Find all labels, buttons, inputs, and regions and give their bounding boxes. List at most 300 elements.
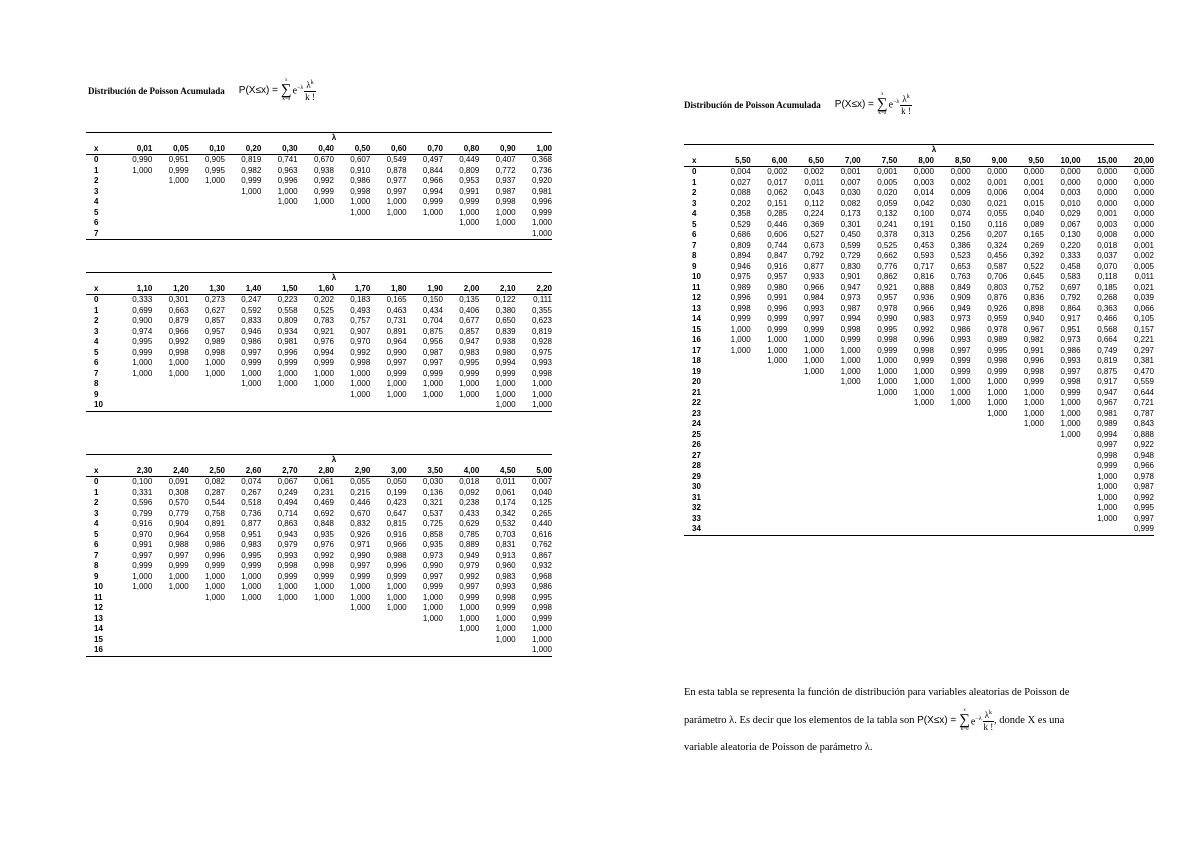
probability-cell: 1,000 xyxy=(459,624,480,633)
probability-cell: 0,992 xyxy=(313,550,334,560)
probability-cell: 1,000 xyxy=(913,398,934,407)
x-column-header: x xyxy=(684,156,714,167)
x-value: 7 xyxy=(94,550,99,560)
probability-cell: 0,997 xyxy=(350,561,371,570)
probability-cell xyxy=(787,461,824,472)
probability-cell: 0,001 xyxy=(1133,240,1154,250)
probability-cell: 0,983 xyxy=(913,314,934,323)
probability-cell: 1,000 xyxy=(1097,513,1118,523)
probability-cell: 0,997 xyxy=(1097,440,1118,449)
probability-cell: 0,998 xyxy=(204,347,225,357)
x-value: 0 xyxy=(94,477,99,486)
probability-cell: 0,998 xyxy=(277,561,298,570)
probability-cell xyxy=(152,379,188,390)
probability-cell: 0,287 xyxy=(204,487,225,497)
probability-cell: 0,011 xyxy=(1134,272,1154,281)
probability-cell xyxy=(370,400,406,411)
probability-cell: 0,331 xyxy=(132,487,153,497)
table-row xyxy=(684,482,1154,493)
probability-cell: 0,966 xyxy=(1133,461,1154,470)
probability-cell: 0,407 xyxy=(495,155,516,164)
probability-cell: 0,453 xyxy=(913,240,934,250)
probability-cell xyxy=(225,390,261,401)
probability-cell: 0,891 xyxy=(204,519,225,528)
probability-cell: 0,967 xyxy=(1023,324,1044,334)
probability-cell: 0,992 xyxy=(350,347,371,357)
probability-cell: 0,973 xyxy=(840,293,861,302)
probability-cell xyxy=(751,493,788,504)
table-row xyxy=(86,614,552,625)
probability-cell xyxy=(751,503,788,514)
lambda-symbol: λ xyxy=(714,145,1154,156)
probability-cell xyxy=(225,624,261,635)
probability-cell: 0,910 xyxy=(350,165,371,175)
probability-cell: 0,593 xyxy=(913,251,934,260)
probability-cell xyxy=(714,514,751,525)
probability-cell: 0,423 xyxy=(386,498,407,507)
probability-cell xyxy=(370,614,406,625)
probability-cell xyxy=(824,524,861,535)
probability-cell: 0,070 xyxy=(1097,261,1118,271)
lambda-column-header: 2,30 xyxy=(116,466,152,477)
probability-cell: 0,993 xyxy=(1060,356,1081,365)
probability-cell xyxy=(897,514,934,525)
probability-cell: 0,055 xyxy=(987,209,1008,218)
probability-cell xyxy=(116,635,152,646)
probability-cell: 1,000 xyxy=(987,387,1008,397)
probability-cell: 1,000 xyxy=(803,356,824,365)
probability-cell: 0,951 xyxy=(168,155,189,164)
column-header-row xyxy=(86,144,552,155)
probability-cell: 0,202 xyxy=(313,295,334,304)
probability-cell: 0,946 xyxy=(730,261,751,271)
probability-cell: 1,000 xyxy=(241,186,262,196)
x-value: 20 xyxy=(692,377,701,386)
probability-cell xyxy=(824,388,861,399)
x-value: 16 xyxy=(86,645,116,656)
probability-cell: 0,714 xyxy=(277,508,298,518)
probability-cell: 0,731 xyxy=(386,316,407,325)
probability-cell xyxy=(934,503,971,514)
probability-cell: 0,971 xyxy=(350,540,371,549)
probability-cell xyxy=(824,472,861,483)
probability-cell xyxy=(751,409,788,420)
probability-cell: 1,000 xyxy=(531,379,552,388)
probability-cell xyxy=(298,614,334,625)
probability-cell: 1,000 xyxy=(241,582,262,591)
probability-cell: 0,074 xyxy=(241,477,262,486)
probability-cell: 1,000 xyxy=(495,624,516,633)
probability-cell: 1,000 xyxy=(422,603,443,612)
probability-cell: 0,956 xyxy=(422,337,443,346)
probability-cell: 0,917 xyxy=(1097,377,1118,386)
probability-cell: 0,999 xyxy=(840,335,861,344)
probability-cell: 0,995 xyxy=(987,345,1008,355)
probability-cell xyxy=(751,514,788,525)
probability-cell: 0,833 xyxy=(241,316,262,325)
probability-cell: 1,000 xyxy=(386,197,407,206)
probability-cell: 0,832 xyxy=(350,519,371,528)
probability-cell xyxy=(1007,472,1044,483)
lambda-header-row xyxy=(86,133,552,144)
probability-cell: 0,997 xyxy=(459,582,480,591)
probability-cell: 0,301 xyxy=(840,219,861,229)
probability-cell: 0,998 xyxy=(495,592,516,602)
probability-cell: 1,000 xyxy=(350,603,371,612)
probability-cell: 1,000 xyxy=(350,582,371,591)
x-value: 6 xyxy=(692,230,697,239)
probability-cell: 1,000 xyxy=(877,387,898,397)
probability-cell: 1,000 xyxy=(313,379,334,388)
probability-cell: 0,991 xyxy=(132,540,153,549)
probability-cell xyxy=(225,208,261,219)
table-row xyxy=(684,335,1154,346)
probability-cell: 0,999 xyxy=(313,571,334,581)
x-value: 22 xyxy=(692,398,701,407)
probability-cell xyxy=(370,229,406,240)
probability-cell xyxy=(189,187,225,198)
probability-cell: 1,000 xyxy=(313,582,334,591)
probability-cell xyxy=(370,645,406,656)
table-row xyxy=(684,388,1154,399)
x-value: 4 xyxy=(692,209,697,218)
probability-cell: 0,456 xyxy=(987,251,1008,260)
x-value: 3 xyxy=(94,186,99,196)
probability-cell: 0,997 xyxy=(950,345,971,355)
table-row xyxy=(86,509,552,520)
probability-cell: 1,000 xyxy=(730,335,751,344)
probability-cell: 1,000 xyxy=(1060,408,1081,418)
lambda-column-header: 0,20 xyxy=(225,144,261,155)
probability-cell: 0,066 xyxy=(1133,303,1154,313)
probability-cell: 0,749 xyxy=(1097,345,1118,355)
probability-cell: 0,670 xyxy=(350,508,371,518)
x-value: 12 xyxy=(692,293,701,302)
probability-cell: 0,725 xyxy=(422,519,443,528)
probability-cell xyxy=(787,451,824,462)
probability-cell: 0,979 xyxy=(459,561,480,570)
x-value: 23 xyxy=(692,408,701,418)
probability-cell xyxy=(1007,493,1044,504)
probability-cell: 0,463 xyxy=(386,305,407,315)
probability-cell: 0,381 xyxy=(1133,356,1154,365)
probability-cell xyxy=(116,379,152,390)
probability-cell xyxy=(971,514,1008,525)
lambda-column-header: 1,00 xyxy=(516,144,552,155)
column-header-row xyxy=(684,156,1154,167)
x-value: 31 xyxy=(692,492,701,502)
x-value: 8 xyxy=(692,251,697,260)
probability-cell xyxy=(897,461,934,472)
probability-cell xyxy=(152,614,188,625)
probability-cell: 0,191 xyxy=(913,219,934,229)
probability-cell xyxy=(897,472,934,483)
probability-cell xyxy=(152,187,188,198)
probability-cell: 0,989 xyxy=(204,337,225,346)
x-value: 2 xyxy=(94,316,99,325)
probability-cell: 0,494 xyxy=(277,498,298,507)
lambda-column-header: 3,00 xyxy=(370,466,406,477)
probability-cell xyxy=(861,419,898,430)
probability-cell: 1,000 xyxy=(767,356,788,365)
probability-cell: 0,999 xyxy=(531,207,552,217)
lambda-column-header: 0,90 xyxy=(479,144,515,155)
table-row xyxy=(684,430,1154,441)
table-row xyxy=(684,230,1154,241)
probability-cell xyxy=(189,218,225,229)
probability-cell xyxy=(787,472,824,483)
probability-cell: 1,000 xyxy=(422,592,443,602)
probability-cell: 0,999 xyxy=(913,356,934,365)
probability-cell: 0,932 xyxy=(531,561,552,570)
x-value: 26 xyxy=(692,440,701,449)
probability-cell xyxy=(861,482,898,493)
probability-cell xyxy=(824,493,861,504)
probability-cell: 0,000 xyxy=(1133,177,1154,187)
probability-cell: 0,848 xyxy=(313,519,334,528)
probability-cell xyxy=(751,398,788,409)
probability-cell: 0,207 xyxy=(987,230,1008,239)
probability-cell: 0,990 xyxy=(132,155,153,164)
probability-cell: 1,000 xyxy=(1023,387,1044,397)
probability-cell: 0,974 xyxy=(132,326,153,336)
x-column-header: x xyxy=(86,144,116,155)
probability-cell: 0,525 xyxy=(877,240,898,250)
probability-cell: 0,898 xyxy=(1023,303,1044,313)
probability-cell xyxy=(751,524,788,535)
probability-cell: 1,000 xyxy=(803,335,824,344)
probability-cell: 0,936 xyxy=(913,293,934,302)
probability-cell: 1,000 xyxy=(987,408,1008,418)
probability-cell xyxy=(370,635,406,646)
probability-cell xyxy=(861,440,898,451)
probability-cell: 0,998 xyxy=(313,561,334,570)
probability-cell: 0,978 xyxy=(877,303,898,313)
lambda-column-header: 2,80 xyxy=(298,466,334,477)
x-value: 0 xyxy=(94,155,99,164)
probability-cell: 0,406 xyxy=(459,305,480,315)
probability-cell: 1,000 xyxy=(1023,419,1044,428)
probability-cell: 0,940 xyxy=(1023,314,1044,323)
probability-cell xyxy=(261,645,297,656)
probability-cell xyxy=(714,367,751,378)
probability-cell: 0,877 xyxy=(803,261,824,271)
probability-cell: 0,967 xyxy=(1097,398,1118,407)
poisson-table-lambda-2-5 xyxy=(86,454,552,657)
probability-cell: 0,997 xyxy=(422,571,443,581)
table-row xyxy=(684,199,1154,210)
probability-cell xyxy=(189,400,225,411)
probability-cell xyxy=(189,197,225,208)
probability-cell: 0,670 xyxy=(313,155,334,164)
probability-cell xyxy=(861,472,898,483)
probability-cell: 0,001 xyxy=(1097,209,1118,218)
table-row xyxy=(86,176,552,187)
probability-cell: 0,864 xyxy=(1060,303,1081,313)
probability-cell: 1,000 xyxy=(277,379,298,388)
probability-cell xyxy=(971,472,1008,483)
probability-cell: 1,000 xyxy=(422,389,443,399)
table-row xyxy=(86,337,552,348)
probability-cell: 0,960 xyxy=(495,561,516,570)
probability-cell: 0,947 xyxy=(840,282,861,292)
probability-cell xyxy=(152,593,188,604)
table-row xyxy=(86,306,552,317)
probability-cell xyxy=(225,218,261,229)
probability-cell xyxy=(189,645,225,656)
table-row xyxy=(86,358,552,369)
lambda-column-header: 7,00 xyxy=(824,156,861,167)
probability-cell: 1,000 xyxy=(495,613,516,623)
x-value: 5 xyxy=(94,347,99,357)
lambda-column-header: 4,00 xyxy=(443,466,479,477)
table-row xyxy=(684,398,1154,409)
probability-cell xyxy=(334,229,370,240)
probability-cell: 0,592 xyxy=(241,305,262,315)
probability-cell xyxy=(407,645,443,656)
probability-cell: 0,957 xyxy=(204,326,225,336)
probability-cell: 0,165 xyxy=(386,295,407,304)
probability-cell: 0,968 xyxy=(531,571,552,581)
probability-cell: 0,999 xyxy=(459,368,480,378)
probability-cell xyxy=(971,493,1008,504)
probability-cell: 0,879 xyxy=(168,316,189,325)
probability-cell: 0,321 xyxy=(422,498,443,507)
probability-cell xyxy=(116,218,152,229)
probability-cell: 0,951 xyxy=(241,529,262,539)
probability-cell xyxy=(225,614,261,625)
probability-cell: 0,998 xyxy=(1060,377,1081,386)
probability-cell xyxy=(934,451,971,462)
probability-cell: 0,997 xyxy=(803,314,824,323)
probability-cell: 0,450 xyxy=(840,230,861,239)
probability-cell xyxy=(261,400,297,411)
probability-cell xyxy=(971,440,1008,451)
probability-cell: 0,363 xyxy=(1097,303,1118,313)
probability-cell: 0,996 xyxy=(277,347,298,357)
probability-cell: 0,449 xyxy=(459,155,480,164)
probability-cell xyxy=(714,398,751,409)
probability-cell: 0,100 xyxy=(132,477,153,486)
probability-cell xyxy=(225,603,261,614)
probability-cell: 0,215 xyxy=(350,487,371,497)
formula-lhs: P(X≤x) = xyxy=(834,99,874,110)
table-row xyxy=(86,593,552,604)
probability-cell xyxy=(298,603,334,614)
poisson-formula xyxy=(917,706,994,735)
probability-cell: 0,018 xyxy=(459,477,480,486)
probability-cell: 0,000 xyxy=(1133,230,1154,239)
probability-cell: 1,000 xyxy=(204,582,225,591)
probability-cell: 0,984 xyxy=(803,293,824,302)
probability-cell: 1,000 xyxy=(204,358,225,367)
table-row xyxy=(86,540,552,551)
probability-cell: 0,996 xyxy=(1023,356,1044,365)
probability-cell: 0,999 xyxy=(168,561,189,570)
probability-cell xyxy=(897,524,934,535)
lambda-column-header: 9,50 xyxy=(1007,156,1044,167)
probability-cell xyxy=(714,451,751,462)
x-value: 28 xyxy=(692,461,701,470)
table-row xyxy=(684,325,1154,336)
probability-cell: 0,067 xyxy=(1060,219,1081,229)
probability-cell xyxy=(787,430,824,441)
probability-cell xyxy=(971,451,1008,462)
probability-cell: 0,559 xyxy=(1133,377,1154,386)
probability-cell xyxy=(225,645,261,656)
probability-cell: 0,921 xyxy=(877,282,898,292)
probability-cell: 0,256 xyxy=(950,230,971,239)
probability-cell xyxy=(934,514,971,525)
probability-cell: 0,999 xyxy=(168,165,189,175)
probability-cell xyxy=(407,229,443,240)
probability-cell: 1,000 xyxy=(516,645,552,656)
probability-cell xyxy=(298,400,334,411)
table-row xyxy=(684,440,1154,451)
probability-cell xyxy=(443,635,479,646)
table-row xyxy=(86,316,552,327)
table-row xyxy=(86,197,552,208)
lambda-column-header: 0,80 xyxy=(443,144,479,155)
lambda-column-header: 1,80 xyxy=(370,284,406,295)
x-value: 5 xyxy=(692,219,697,229)
probability-cell: 0,040 xyxy=(1023,209,1044,218)
probability-cell xyxy=(934,419,971,430)
lambda-column-header: 1,90 xyxy=(407,284,443,295)
probability-cell: 0,999 xyxy=(132,347,153,357)
probability-cell xyxy=(443,400,479,411)
table-row xyxy=(684,367,1154,378)
probability-cell: 0,990 xyxy=(877,314,898,323)
probability-cell: 0,785 xyxy=(459,529,480,539)
probability-cell: 0,568 xyxy=(1097,324,1118,334)
probability-cell xyxy=(261,603,297,614)
probability-cell xyxy=(152,603,188,614)
probability-cell xyxy=(298,635,334,646)
probability-cell: 1,000 xyxy=(204,571,225,581)
probability-cell: 0,815 xyxy=(386,519,407,528)
probability-cell xyxy=(152,229,188,240)
probability-cell xyxy=(897,482,934,493)
table-description xyxy=(684,680,1154,761)
probability-cell: 1,000 xyxy=(277,197,298,206)
probability-cell: 0,976 xyxy=(313,337,334,346)
probability-cell: 0,875 xyxy=(1097,366,1118,376)
probability-cell: 0,466 xyxy=(1097,314,1118,323)
probability-cell: 1,000 xyxy=(386,379,407,388)
x-value: 6 xyxy=(94,358,99,367)
lambda-column-header: 1,30 xyxy=(189,284,225,295)
probability-cell: 1,000 xyxy=(204,176,225,185)
probability-cell: 0,999 xyxy=(1060,387,1081,397)
probability-cell: 0,470 xyxy=(1133,366,1154,376)
probability-cell: 0,948 xyxy=(1133,450,1154,460)
probability-cell xyxy=(1007,440,1044,451)
lambda-header-row xyxy=(86,273,552,284)
probability-cell: 0,721 xyxy=(1133,398,1154,407)
probability-cell: 0,905 xyxy=(204,155,225,164)
probability-cell: 0,002 xyxy=(803,167,824,176)
probability-cell xyxy=(1044,514,1081,525)
x-value: 30 xyxy=(692,482,701,491)
probability-cell xyxy=(861,451,898,462)
x-value: 4 xyxy=(94,197,99,206)
probability-cell: 0,959 xyxy=(987,314,1008,323)
probability-cell: 1,000 xyxy=(132,582,153,591)
probability-cell: 0,662 xyxy=(877,251,898,260)
x-value: 1 xyxy=(94,305,99,315)
probability-cell: 0,987 xyxy=(1133,482,1154,491)
